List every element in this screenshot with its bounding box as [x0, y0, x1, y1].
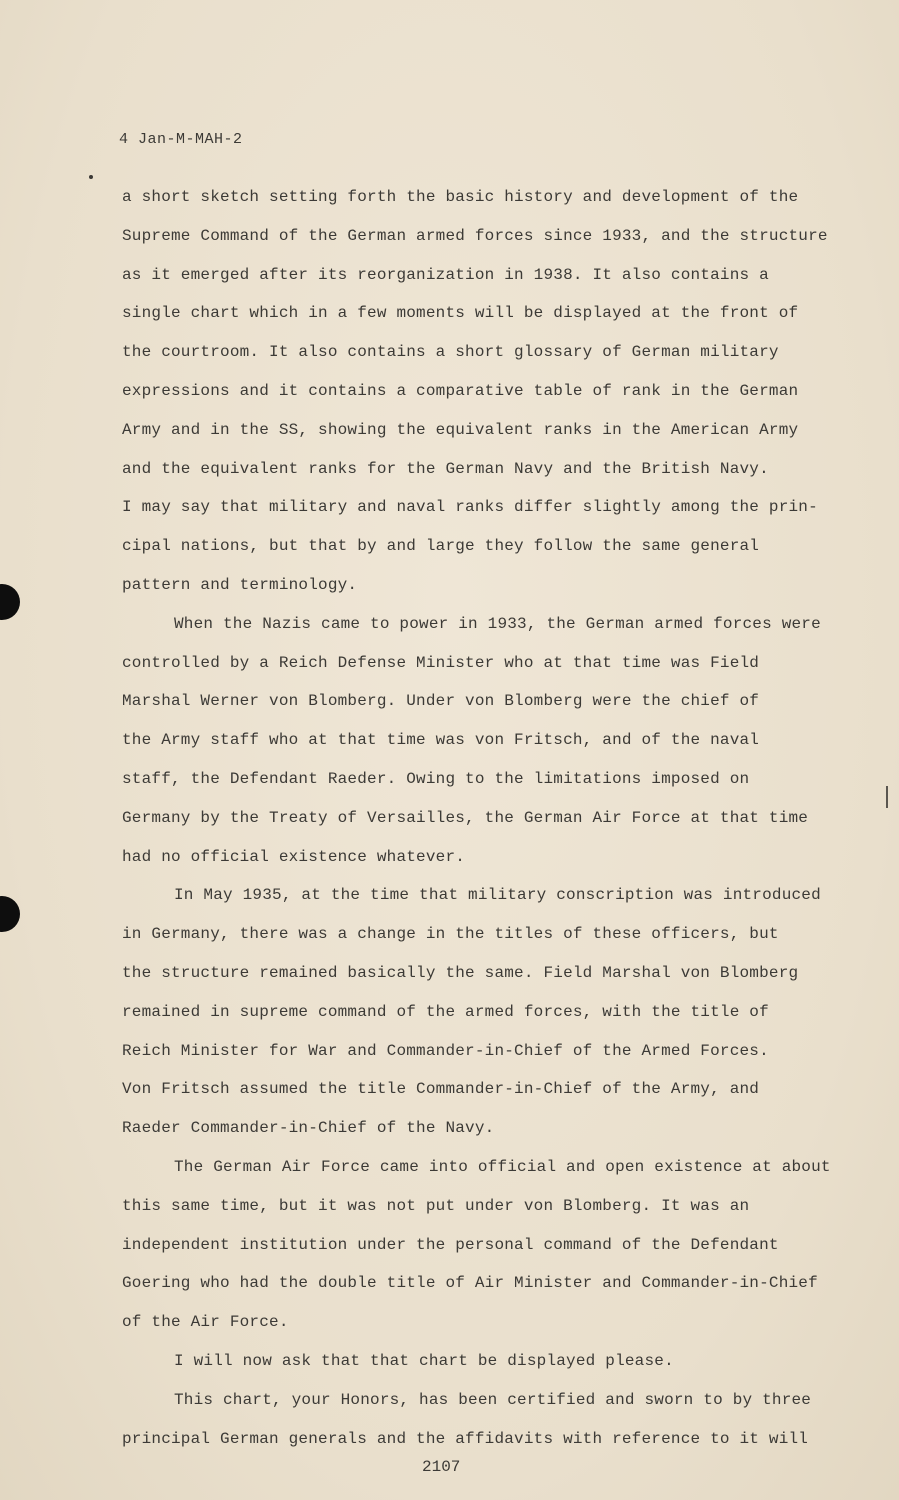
text-line: Reich Minister for War and Commander-in-Chief of the Armed Forces. — [122, 1041, 769, 1060]
text-line: controlled by a Reich Defense Minister who at that time was Field — [122, 653, 760, 672]
text-line: and the equivalent ranks for the German Navy and the British Navy. — [122, 459, 769, 478]
document-reference: 4 Jan-M-MAH-2 — [119, 131, 243, 148]
text-line: Germany by the Treaty of Versailles, the German Air Force at that time — [122, 808, 809, 827]
text-line: independent institution under the personal command of the Defendant — [122, 1235, 779, 1254]
text-line: this same time, but it was not put under von Blomberg. It was an — [122, 1196, 750, 1215]
text-line: as it emerged after its reorganization in 1938. It also contains a — [122, 265, 769, 284]
text-line: the Army staff who at that time was von Fritsch, and of the naval — [122, 731, 760, 750]
text-line: Raeder Commander-in-Chief of the Navy. — [122, 1119, 495, 1138]
text-line: I will now ask that that chart be displayed please. — [174, 1351, 674, 1370]
text-line: a short sketch setting forth the basic history and development of the — [122, 188, 799, 206]
text-line: pattern and terminology. — [122, 575, 358, 594]
text-line: The German Air Force came into official and open existence at about — [174, 1157, 831, 1176]
text-line: Von Fritsch assumed the title Commander-in-Chief of the Army, and — [122, 1080, 760, 1099]
text-line: cipal nations, but that by and large they follow the same general — [122, 537, 760, 556]
text-line: had no official existence whatever. — [122, 847, 466, 866]
text-line: of the Air Force. — [122, 1313, 289, 1332]
punch-hole — [0, 584, 20, 620]
text-line: In May 1935, at the time that military conscription was introduced — [174, 886, 821, 905]
text-line: remained in supreme command of the armed forces, with the title of — [122, 1002, 769, 1021]
margin-mark — [886, 786, 888, 808]
text-line: Marshal Werner von Blomberg. Under von Blomberg were the chief of — [122, 692, 760, 711]
text-line: Army and in the SS, showing the equivalent ranks in the American Army — [122, 420, 799, 439]
page-number: 2107 — [422, 1458, 461, 1476]
text-line: Goering who had the double title of Air Minister and Commander-in-Chief — [122, 1274, 818, 1293]
text-line: staff, the Defendant Raeder. Owing to the limitations imposed on — [122, 769, 750, 788]
text-line: Supreme Command of the German armed forces since 1933, and the structure — [122, 226, 828, 245]
text-line: expressions and it contains a comparative table of rank in the German — [122, 381, 799, 400]
text-line: principal German generals and the affidavits with reference to it will — [122, 1429, 809, 1448]
text-line: single chart which in a few moments will be displayed at the front of — [122, 304, 799, 323]
text-line: the structure remained basically the same. Field Marshal von Blomberg — [122, 963, 799, 982]
margin-dot — [89, 175, 93, 179]
punch-hole — [0, 896, 20, 932]
text-line: in Germany, there was a change in the titles of these officers, but — [122, 925, 779, 944]
text-line: I may say that military and naval ranks differ slightly among the prin- — [122, 498, 818, 517]
text-line: the courtroom. It also contains a short glossary of German military — [122, 343, 779, 362]
transcript-body — [122, 178, 831, 1458]
text-line: This chart, your Honors, has been certified and sworn to by three — [174, 1390, 812, 1409]
text-line: When the Nazis came to power in 1933, the German armed forces were — [174, 614, 821, 633]
